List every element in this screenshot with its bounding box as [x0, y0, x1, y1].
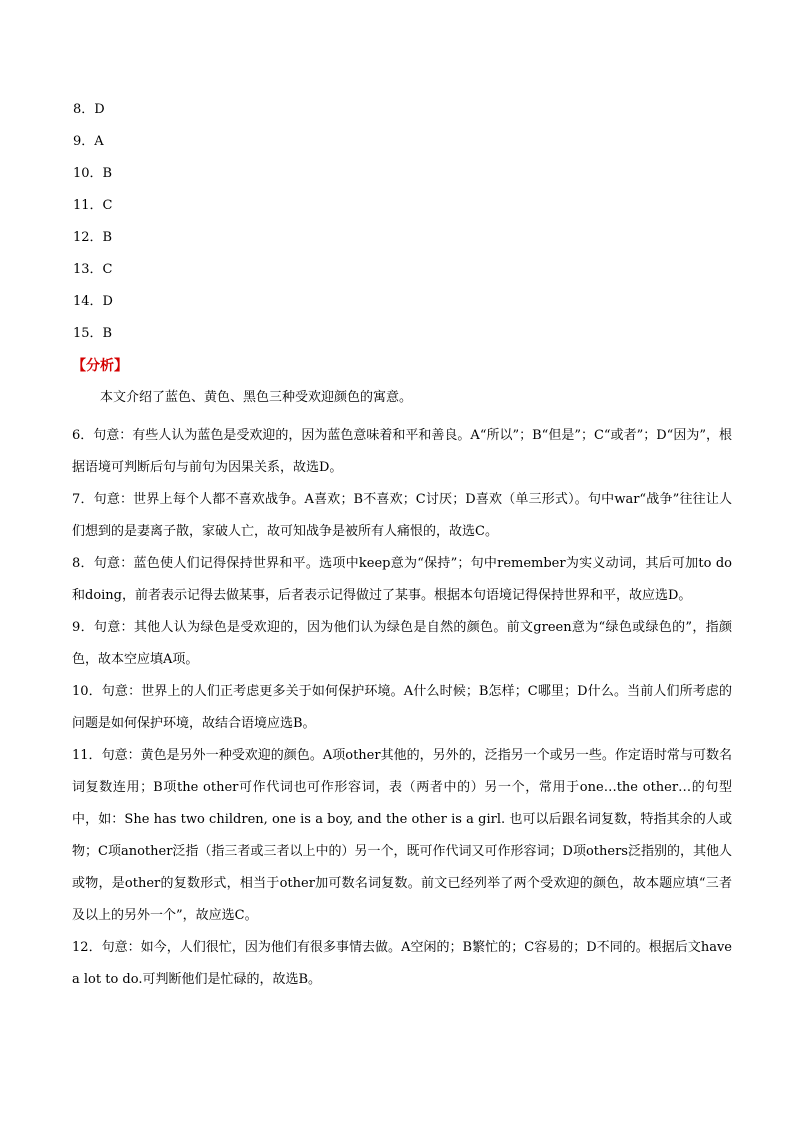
explanation-item-8: 8．句意：蓝色使人们记得保持世界和平。选项中keep意为“保持”；句中remember为实义动词，其后可加to do和doing，前者表示记得去做某事，后者表示记得做过了某事。根据本句语境记得保持世界和平，故应选D。 [72, 556, 732, 603]
explanation-list [72, 420, 732, 996]
answer-item: 12．B [73, 230, 113, 245]
answer-item: 15．B [73, 326, 113, 341]
explanation-item-7: 7．句意：世界上每个人都不喜欢战争。A喜欢；B不喜欢；C讨厌；D喜欢（单三形式）。句中war“战争”往往让人们想到的是妻离子散，家破人亡，故可知战争是被所有人痛恨的，故选C。 [72, 492, 732, 539]
answer-item: 9．A [73, 134, 104, 149]
explanation-item-11: 11．句意：黄色是另外一种受欢迎的颜色。A项other其他的，另外的，泛指另一个或另一些。作定语时常与可数名词复数连用；B项the other可作代词也可作形容词，表（两者中的）另一个，常用于one…the other…的句型中，如：She has two children, one is a boy, and the other is a girl. 也可以后跟名词复数，特指其余的人或物；C项another泛指（指三者或三者以上中的）另一个，既可作代词又可作形容词；D项others泛指别的，其他人或物，是other的复数形式，相当于other加可数名词复数。前文已经列举了两个受欢迎的颜色，故本题应填“三者及以上的另外一个”，故应选C。 [72, 748, 732, 923]
answer-list [73, 100, 373, 356]
answer-item: 8．D [73, 102, 105, 117]
explanation-item-10: 10．句意：世界上的人们正考虑更多关于如何保护环境。A什么时候；B怎样；C哪里；D什么。当前人们所考虑的问题是如何保护环境，故结合语境应选B。 [72, 684, 732, 731]
answer-item: 13．C [73, 262, 113, 277]
explanation-item-9: 9．句意：其他人认为绿色是受欢迎的，因为他们认为绿色是自然的颜色。前文green意为“绿色或绿色的”，指颜色，故本空应填A项。 [72, 620, 732, 667]
explanation-item-12: 12．句意：如今，人们很忙，因为他们有很多事情去做。A空闲的；B繁忙的；C容易的；D不同的。根据后文have a lot to do.可判断他们是忙碌的，故选B。 [72, 940, 732, 987]
answer-item: 14．D [73, 294, 113, 309]
analysis-intro: 本文介绍了蓝色、黄色、黑色三种受欢迎颜色的寓意。 [100, 390, 413, 405]
analysis-heading: 【分析】 [72, 358, 128, 374]
answer-item: 11．C [73, 198, 113, 213]
answer-item: 10．B [73, 166, 113, 181]
explanation-item-6: 6．句意：有些人认为蓝色是受欢迎的，因为蓝色意味着和平和善良。A“所以”；B“但是”；C“或者”；D“因为”，根据语境可判断后句与前句为因果关系，故选D。 [72, 428, 732, 475]
